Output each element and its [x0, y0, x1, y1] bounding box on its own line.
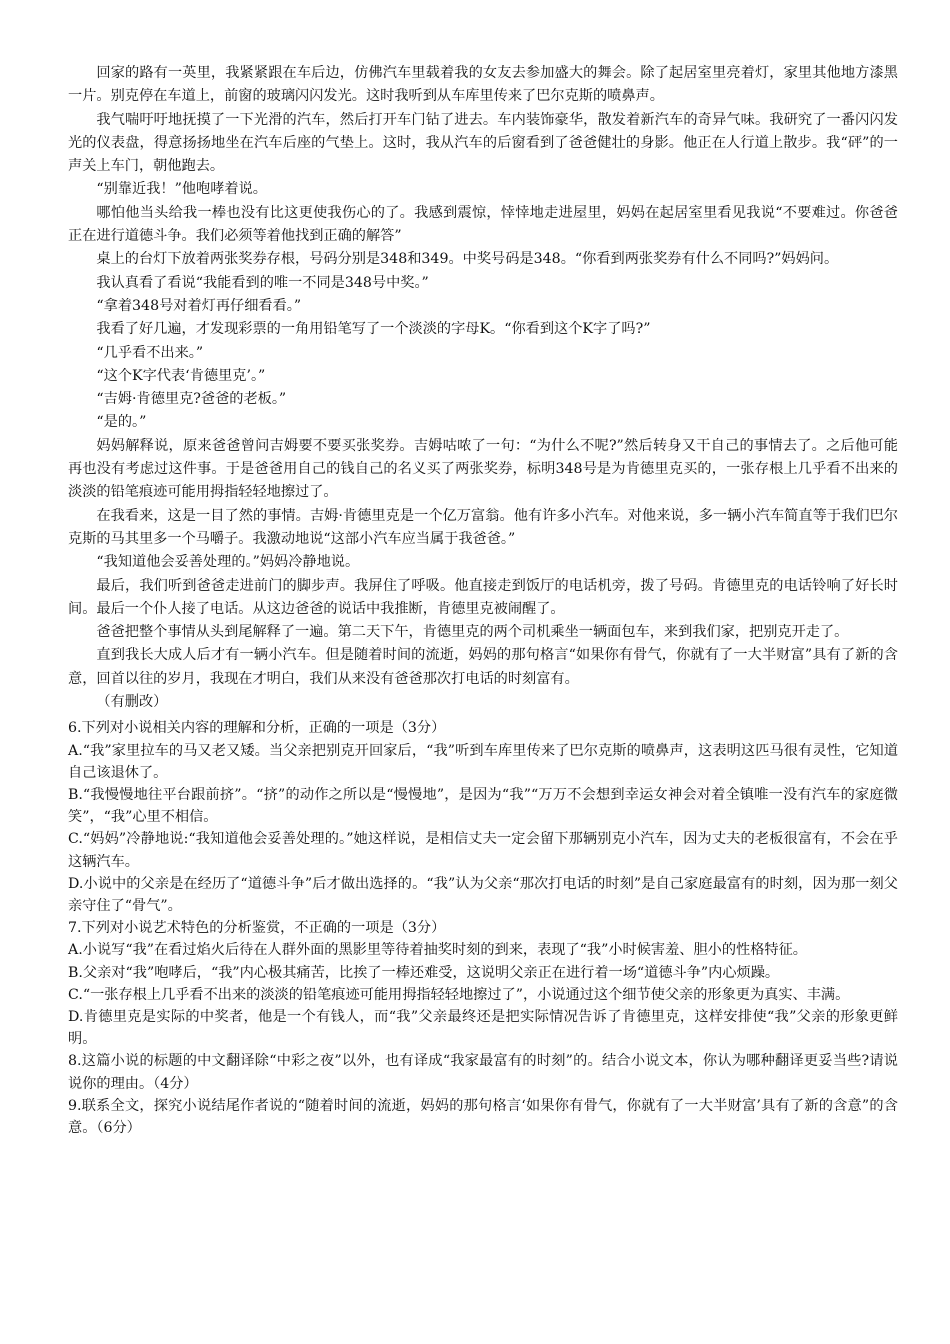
question-stem: 6.下列对小说相关内容的理解和分析，正确的一项是（3分）	[68, 720, 446, 737]
option-b: B.父亲对“我”咆哮后，“我”内心极其痛苦，比挨了一棒还难受，这说明父亲正在进行着一场“道德斗争”内心烦躁。	[68, 964, 780, 981]
story-text	[68, 62, 898, 714]
story-paragraph: 我看了好几遍，才发现彩票的一角用铅笔写了一个淡淡的字母K。“你看到这个K字了吗?”	[96, 321, 651, 338]
source-note: （有删改）	[96, 694, 168, 711]
option-d: D.小说中的父亲是在经历了“道德斗争”后才做出选择的。“我”认为父亲“那次打电话的时刻”是自己家庭最富有的时刻，因为那一刻父亲守住了“骨气”。	[68, 875, 898, 914]
question-stem: 7.下列对小说艺术特色的分析鉴赏，不正确的一项是（3分）	[68, 920, 446, 937]
option-a: A.“我”家里拉车的马又老又矮。当父亲把别克开回家后，“我”听到车库里传来了巴尔克斯的喷鼻声，这表明这匹马很有灵性，它知道自己该退休了。	[68, 742, 898, 781]
story-paragraph: “别靠近我！”他咆哮着说。	[96, 181, 267, 198]
story-paragraph: 我认真看了看说“我能看到的唯一不同是348号中奖。”	[96, 274, 429, 291]
story-paragraph: 在我看来，这是一目了然的事情。吉姆·肯德里克是一个亿万富翁。他有许多小汽车。对他来说，多一辆小汽车简直等于我们巴尔克斯的马其里多一个马嚼子。我激动地说“这部小汽车应当属于我爸爸。”	[68, 507, 898, 547]
option-d: D.肯德里克是实际的中奖者，他是一个有钱人，而“我”父亲最终还是把实际情况告诉了肯德里克，这样安排使“我”父亲的形象更鲜明。	[68, 1008, 898, 1048]
question-7	[68, 917, 898, 1050]
option-c: C.“一张存根上几乎看不出来的淡淡的铅笔痕迹可能用拇指轻轻地擦过了”，小说通过这个细节使父亲的形象更为真实、丰满。	[68, 986, 850, 1003]
question-stem: 9.联系全文，探究小说结尾作者说的“随着时间的流逝，妈妈的那句格言‘如果你有骨气，你就有了一大半财富’具有了新的含意”的含意。（6分）	[68, 1097, 898, 1136]
story-paragraph: 桌上的台灯下放着两张奖券存根，号码分别是348和349。中奖号码是348。“你看到两张奖券有什么不同吗?”妈妈问。	[96, 251, 839, 268]
option-c: C.“妈妈”冷静地说:“我知道他会妥善处理的。”她这样说，是相信丈夫一定会留下那辆别克小汽车，因为丈夫的老板很富有，不会在乎这辆汽车。	[68, 831, 898, 870]
story-paragraph: 回家的路有一英里，我紧紧跟在车后边，仿佛汽车里载着我的女友去参加盛大的舞会。除了起居室里亮着灯，家里其他地方漆黑一片。别克停在车道上，前窗的玻璃闪闪发光。这时我听到从车库里传来了巴尔克斯的喷鼻声。	[68, 65, 898, 105]
story-paragraph: “我知道他会妥善处理的。”妈妈冷静地说。	[96, 554, 360, 571]
option-a: A.小说写“我”在看过焰火后待在人群外面的黑影里等待着抽奖时刻的到来，表现了“我”小时候害羞、胆小的性格特征。	[68, 942, 807, 959]
story-paragraph: “是的。”	[96, 414, 147, 431]
question-8	[68, 1050, 898, 1094]
story-paragraph: 爸爸把整个事情从头到尾解释了一遍。第二天下午，肯德里克的两个司机乘坐一辆面包车，来到我们家，把别克开走了。	[96, 624, 849, 641]
story-paragraph: 妈妈解释说，原来爸爸曾问吉姆要不要买张奖券。吉姆咕哝了一句：“为什么不呢?”然后转身又干自己的事情去了。之后他可能再也没有考虑过这件事。于是爸爸用自己的钱自己的名义买了两张奖券，标明348号是为肯德里克买的，一张存根上几乎看不出来的淡淡的铅笔痕迹可能用拇指轻轻地擦过了。	[68, 437, 898, 501]
question-9	[68, 1095, 898, 1139]
story-paragraph: “拿着348号对着灯再仔细看看。”	[96, 297, 302, 314]
story-paragraph: 哪怕他当头给我一棒也没有比这更使我伤心的了。我感到震惊，悻悻地走进屋里，妈妈在起居室里看见我说“不要难过。你爸爸正在进行道德斗争。我们必须等着他找到正确的解答”	[68, 204, 898, 245]
story-paragraph: “这个K字代表‘肯德里克’。”	[96, 367, 266, 384]
question-stem: 8.这篇小说的标题的中文翻译除“中彩之夜”以外，也有译成“我家最富有的时刻”的。结合小说文本，你认为哪种翻译更妥当些?请说说你的理由。（4分）	[68, 1053, 898, 1092]
story-paragraph: 直到我长大成人后才有一辆小汽车。但是随着时间的流逝，妈妈的那句格言“如果你有骨气，你就有了一大半财富”具有了新的含意，回首以往的岁月，我现在才明白，我们从来没有爸爸那次打电话的时刻富有。	[68, 647, 898, 687]
question-list	[68, 717, 898, 1139]
story-paragraph: 最后，我们听到爸爸走进前门的脚步声。我屏住了呼吸。他直接走到饭厅的电话机旁，拨了号码。肯德里克的电话铃响了好长时间。最后一个仆人接了电话。从这边爸爸的说话中我推断，肯德里克被闹醒了。	[68, 577, 898, 617]
story-paragraph: 我气喘吁吁地抚摸了一下光滑的汽车，然后打开车门钻了进去。车内装饰豪华，散发着新汽车的奇异气味。我研究了一番闪闪发光的仪表盘，得意扬扬地坐在汽车后座的气垫上。这时，我从汽车的后窗看到了爸爸健壮的身影。他正在人行道上散步。我“砰”的一声关上车门，朝他跑去。	[68, 111, 898, 175]
story-paragraph: “吉姆·肯德里克?爸爸的老板。”	[96, 391, 287, 408]
story-paragraph: “几乎看不出来。”	[96, 344, 204, 361]
option-b: B.“我慢慢地往平台跟前挤”。“挤”的动作之所以是“慢慢地”，是因为“我”“万万不会想到幸运女神会对着全镇唯一没有汽车的家庭微笑”，“我”心里不相信。	[68, 786, 898, 826]
question-6	[68, 717, 898, 917]
exam-page	[68, 62, 898, 1139]
